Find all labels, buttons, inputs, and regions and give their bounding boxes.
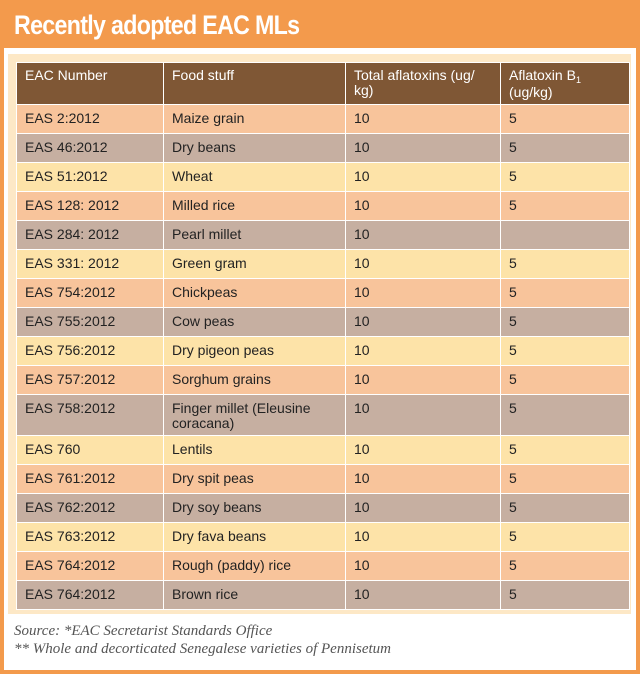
cell-eac-number: EAS 755:2012	[17, 308, 164, 337]
cell-food-stuff: Maize grain	[164, 105, 346, 134]
table-row	[17, 221, 630, 250]
title-bar	[4, 4, 636, 48]
table-body	[17, 105, 630, 610]
cell-food-stuff: Dry spit peas	[164, 465, 346, 494]
cell-eac-number: EAS 763:2012	[17, 523, 164, 552]
table-row	[17, 395, 630, 436]
cell-total-aflatoxins: 10	[346, 337, 501, 366]
cell-aflatoxin-b1: 5	[501, 134, 630, 163]
cell-aflatoxin-b1: 5	[501, 105, 630, 134]
cell-eac-number: EAS 758:2012	[17, 395, 164, 436]
cell-total-aflatoxins: 10	[346, 105, 501, 134]
cell-aflatoxin-b1	[501, 221, 630, 250]
cell-eac-number: EAS 764:2012	[17, 581, 164, 610]
cell-total-aflatoxins: 10	[346, 250, 501, 279]
cell-total-aflatoxins: 10	[346, 134, 501, 163]
table-row	[17, 581, 630, 610]
table-row	[17, 105, 630, 134]
cell-total-aflatoxins: 10	[346, 581, 501, 610]
cell-total-aflatoxins: 10	[346, 366, 501, 395]
table-row	[17, 523, 630, 552]
cell-aflatoxin-b1: 5	[501, 523, 630, 552]
cell-eac-number: EAS 46:2012	[17, 134, 164, 163]
cell-food-stuff: Dry soy beans	[164, 494, 346, 523]
page-title: Recently adopted EAC MLs	[14, 10, 300, 40]
cell-aflatoxin-b1: 5	[501, 192, 630, 221]
cell-total-aflatoxins: 10	[346, 279, 501, 308]
table-row	[17, 494, 630, 523]
header-eac-number: EAC Number	[17, 63, 164, 105]
table-row	[17, 163, 630, 192]
cell-total-aflatoxins: 10	[346, 523, 501, 552]
notes	[14, 622, 391, 658]
cell-total-aflatoxins: 10	[346, 465, 501, 494]
header-total-aflatoxins: Total aflatoxins (ug/ kg)	[346, 63, 501, 105]
cell-aflatoxin-b1: 5	[501, 552, 630, 581]
cell-total-aflatoxins: 10	[346, 494, 501, 523]
cell-aflatoxin-b1: 5	[501, 494, 630, 523]
cell-food-stuff: Cow peas	[164, 308, 346, 337]
table-row	[17, 308, 630, 337]
cell-eac-number: EAS 761:2012	[17, 465, 164, 494]
cell-food-stuff: Green gram	[164, 250, 346, 279]
table-row	[17, 366, 630, 395]
cell-total-aflatoxins: 10	[346, 221, 501, 250]
cell-eac-number: EAS 757:2012	[17, 366, 164, 395]
cell-eac-number: EAS 754:2012	[17, 279, 164, 308]
cell-eac-number: EAS 284: 2012	[17, 221, 164, 250]
header-food-stuff: Food stuff	[164, 63, 346, 105]
mls-table	[16, 62, 630, 610]
header-aflatoxin-b1-suffix: (ug/kg)	[509, 84, 553, 100]
cell-food-stuff: Dry beans	[164, 134, 346, 163]
cell-eac-number: EAS 756:2012	[17, 337, 164, 366]
cell-aflatoxin-b1: 5	[501, 279, 630, 308]
cell-food-stuff: Brown rice	[164, 581, 346, 610]
cell-eac-number: EAS 762:2012	[17, 494, 164, 523]
cell-aflatoxin-b1: 5	[501, 163, 630, 192]
table-header-row	[17, 63, 630, 105]
table-row	[17, 250, 630, 279]
cell-eac-number: EAS 128: 2012	[17, 192, 164, 221]
table-row	[17, 337, 630, 366]
cell-eac-number: EAS 764:2012	[17, 552, 164, 581]
cell-aflatoxin-b1: 5	[501, 250, 630, 279]
cell-eac-number: EAS 2:2012	[17, 105, 164, 134]
cell-aflatoxin-b1: 5	[501, 337, 630, 366]
cell-eac-number: EAS 331: 2012	[17, 250, 164, 279]
cell-food-stuff: Sorghum grains	[164, 366, 346, 395]
cell-food-stuff: Rough (paddy) rice	[164, 552, 346, 581]
cell-total-aflatoxins: 10	[346, 192, 501, 221]
source-note: Source: *EAC Secretarist Standards Office	[14, 623, 273, 639]
header-aflatoxin-b1	[501, 63, 630, 105]
cell-food-stuff: Milled rice	[164, 192, 346, 221]
table-row	[17, 279, 630, 308]
table-panel	[8, 54, 631, 614]
cell-total-aflatoxins: 10	[346, 308, 501, 337]
cell-aflatoxin-b1: 5	[501, 465, 630, 494]
cell-food-stuff: Wheat	[164, 163, 346, 192]
cell-food-stuff: Finger millet (Eleusine coracana)	[164, 395, 346, 436]
cell-aflatoxin-b1: 5	[501, 436, 630, 465]
cell-aflatoxin-b1: 5	[501, 308, 630, 337]
cell-aflatoxin-b1: 5	[501, 581, 630, 610]
cell-food-stuff: Dry fava beans	[164, 523, 346, 552]
cell-total-aflatoxins: 10	[346, 552, 501, 581]
footnote: ** Whole and decorticated Senegalese varieties of Pennisetum	[14, 641, 391, 657]
cell-total-aflatoxins: 10	[346, 395, 501, 436]
header-aflatoxin-b1-subscript: 1	[575, 75, 581, 85]
cell-food-stuff: Lentils	[164, 436, 346, 465]
table-row	[17, 436, 630, 465]
table-row	[17, 552, 630, 581]
table-row	[17, 134, 630, 163]
header-aflatoxin-b1-prefix: Aflatoxin B	[509, 67, 576, 83]
cell-total-aflatoxins: 10	[346, 163, 501, 192]
cell-food-stuff: Chickpeas	[164, 279, 346, 308]
cell-eac-number: EAS 51:2012	[17, 163, 164, 192]
cell-aflatoxin-b1: 5	[501, 366, 630, 395]
cell-food-stuff: Dry pigeon peas	[164, 337, 346, 366]
cell-food-stuff: Pearl millet	[164, 221, 346, 250]
cell-total-aflatoxins: 10	[346, 436, 501, 465]
cell-eac-number: EAS 760	[17, 436, 164, 465]
table-row	[17, 192, 630, 221]
cell-aflatoxin-b1: 5	[501, 395, 630, 436]
table-row	[17, 465, 630, 494]
